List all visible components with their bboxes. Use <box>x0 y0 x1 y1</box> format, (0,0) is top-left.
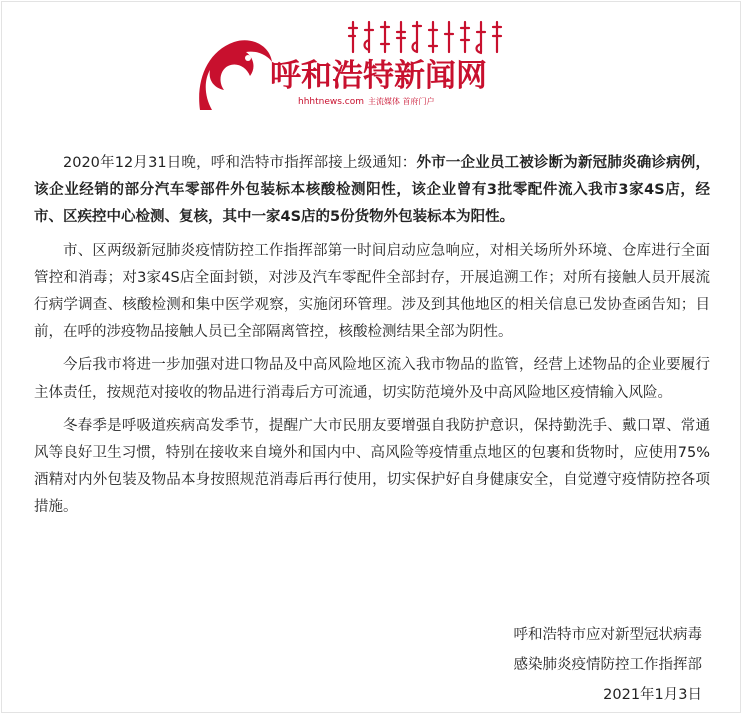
signature-block <box>514 620 703 710</box>
domain-text: hhhtnews.com <box>298 97 365 107</box>
signature-date: 2021年1月3日 <box>603 687 702 703</box>
paragraph-2: 市、区两级新冠肺炎疫情防控工作指挥部第一时间启动应急响应，对相关场所外环境、仓库进行全面管控和消毒；对3家4S店全面封锁，对涉及汽车零配件全部封存，开展追溯工作；对所有接触人员开展流行病学调查、核酸检测和集中医学观察，实施闭环管理。涉及到其他地区的相关信息已发协查函告知；目前，在呼的涉疫物品接触人员已全部隔离管控，核酸检测结果全部为阴性。 <box>34 242 710 341</box>
signature-line-1: 呼和浩特市应对新型冠状病毒 <box>513 627 702 643</box>
site-domain <box>298 96 435 107</box>
site-name: 呼和浩特新闻网 <box>270 58 487 94</box>
paragraph-1-lead: 2020年12月31日晚，呼和浩特市指挥部接上级通知： <box>63 155 417 171</box>
horse-head-logo <box>190 32 274 116</box>
signature-line-2: 感染肺炎疫情防控工作指挥部 <box>513 657 702 673</box>
site-header <box>190 18 510 128</box>
paragraph-1 <box>34 150 710 232</box>
paragraph-4: 冬春季是呼吸道疾病高发季节，提醒广大市民朋友要增强自我防护意识，保持勤洗手、戴口罩、常通风等良好卫生习惯，特别在接收来自境外和国内中、高风险等疫情重点地区的包裹和货物时，应使用75%酒精对内外包装及物品本身按照规范消毒后再行使用，切实保护好自身健康安全，自觉遵守疫情防控各项措施。 <box>34 417 710 516</box>
paragraph-3: 今后我市将进一步加强对进口物品及中高风险地区流入我市物品的监管，经营上述物品的企业要履行主体责任，按规范对接收的物品进行消毒后方可流通，切实防范境外及中高风险地区疫情输入风险。 <box>34 357 710 401</box>
tagline-text: 主流媒体 首府门户 <box>368 97 435 106</box>
article-body <box>34 150 710 528</box>
paragraph-1-bold: 外市一企业员工被诊断为新冠肺炎确诊病例，该企业经销的部分汽车零部件外包装标本核酸检测阳性，该企业曾有3批零配件流入我市3家4S店，经市、区疾控中心检测、复核，其中一家4S店的5份货物外包装标本为阳性。 <box>34 155 710 226</box>
